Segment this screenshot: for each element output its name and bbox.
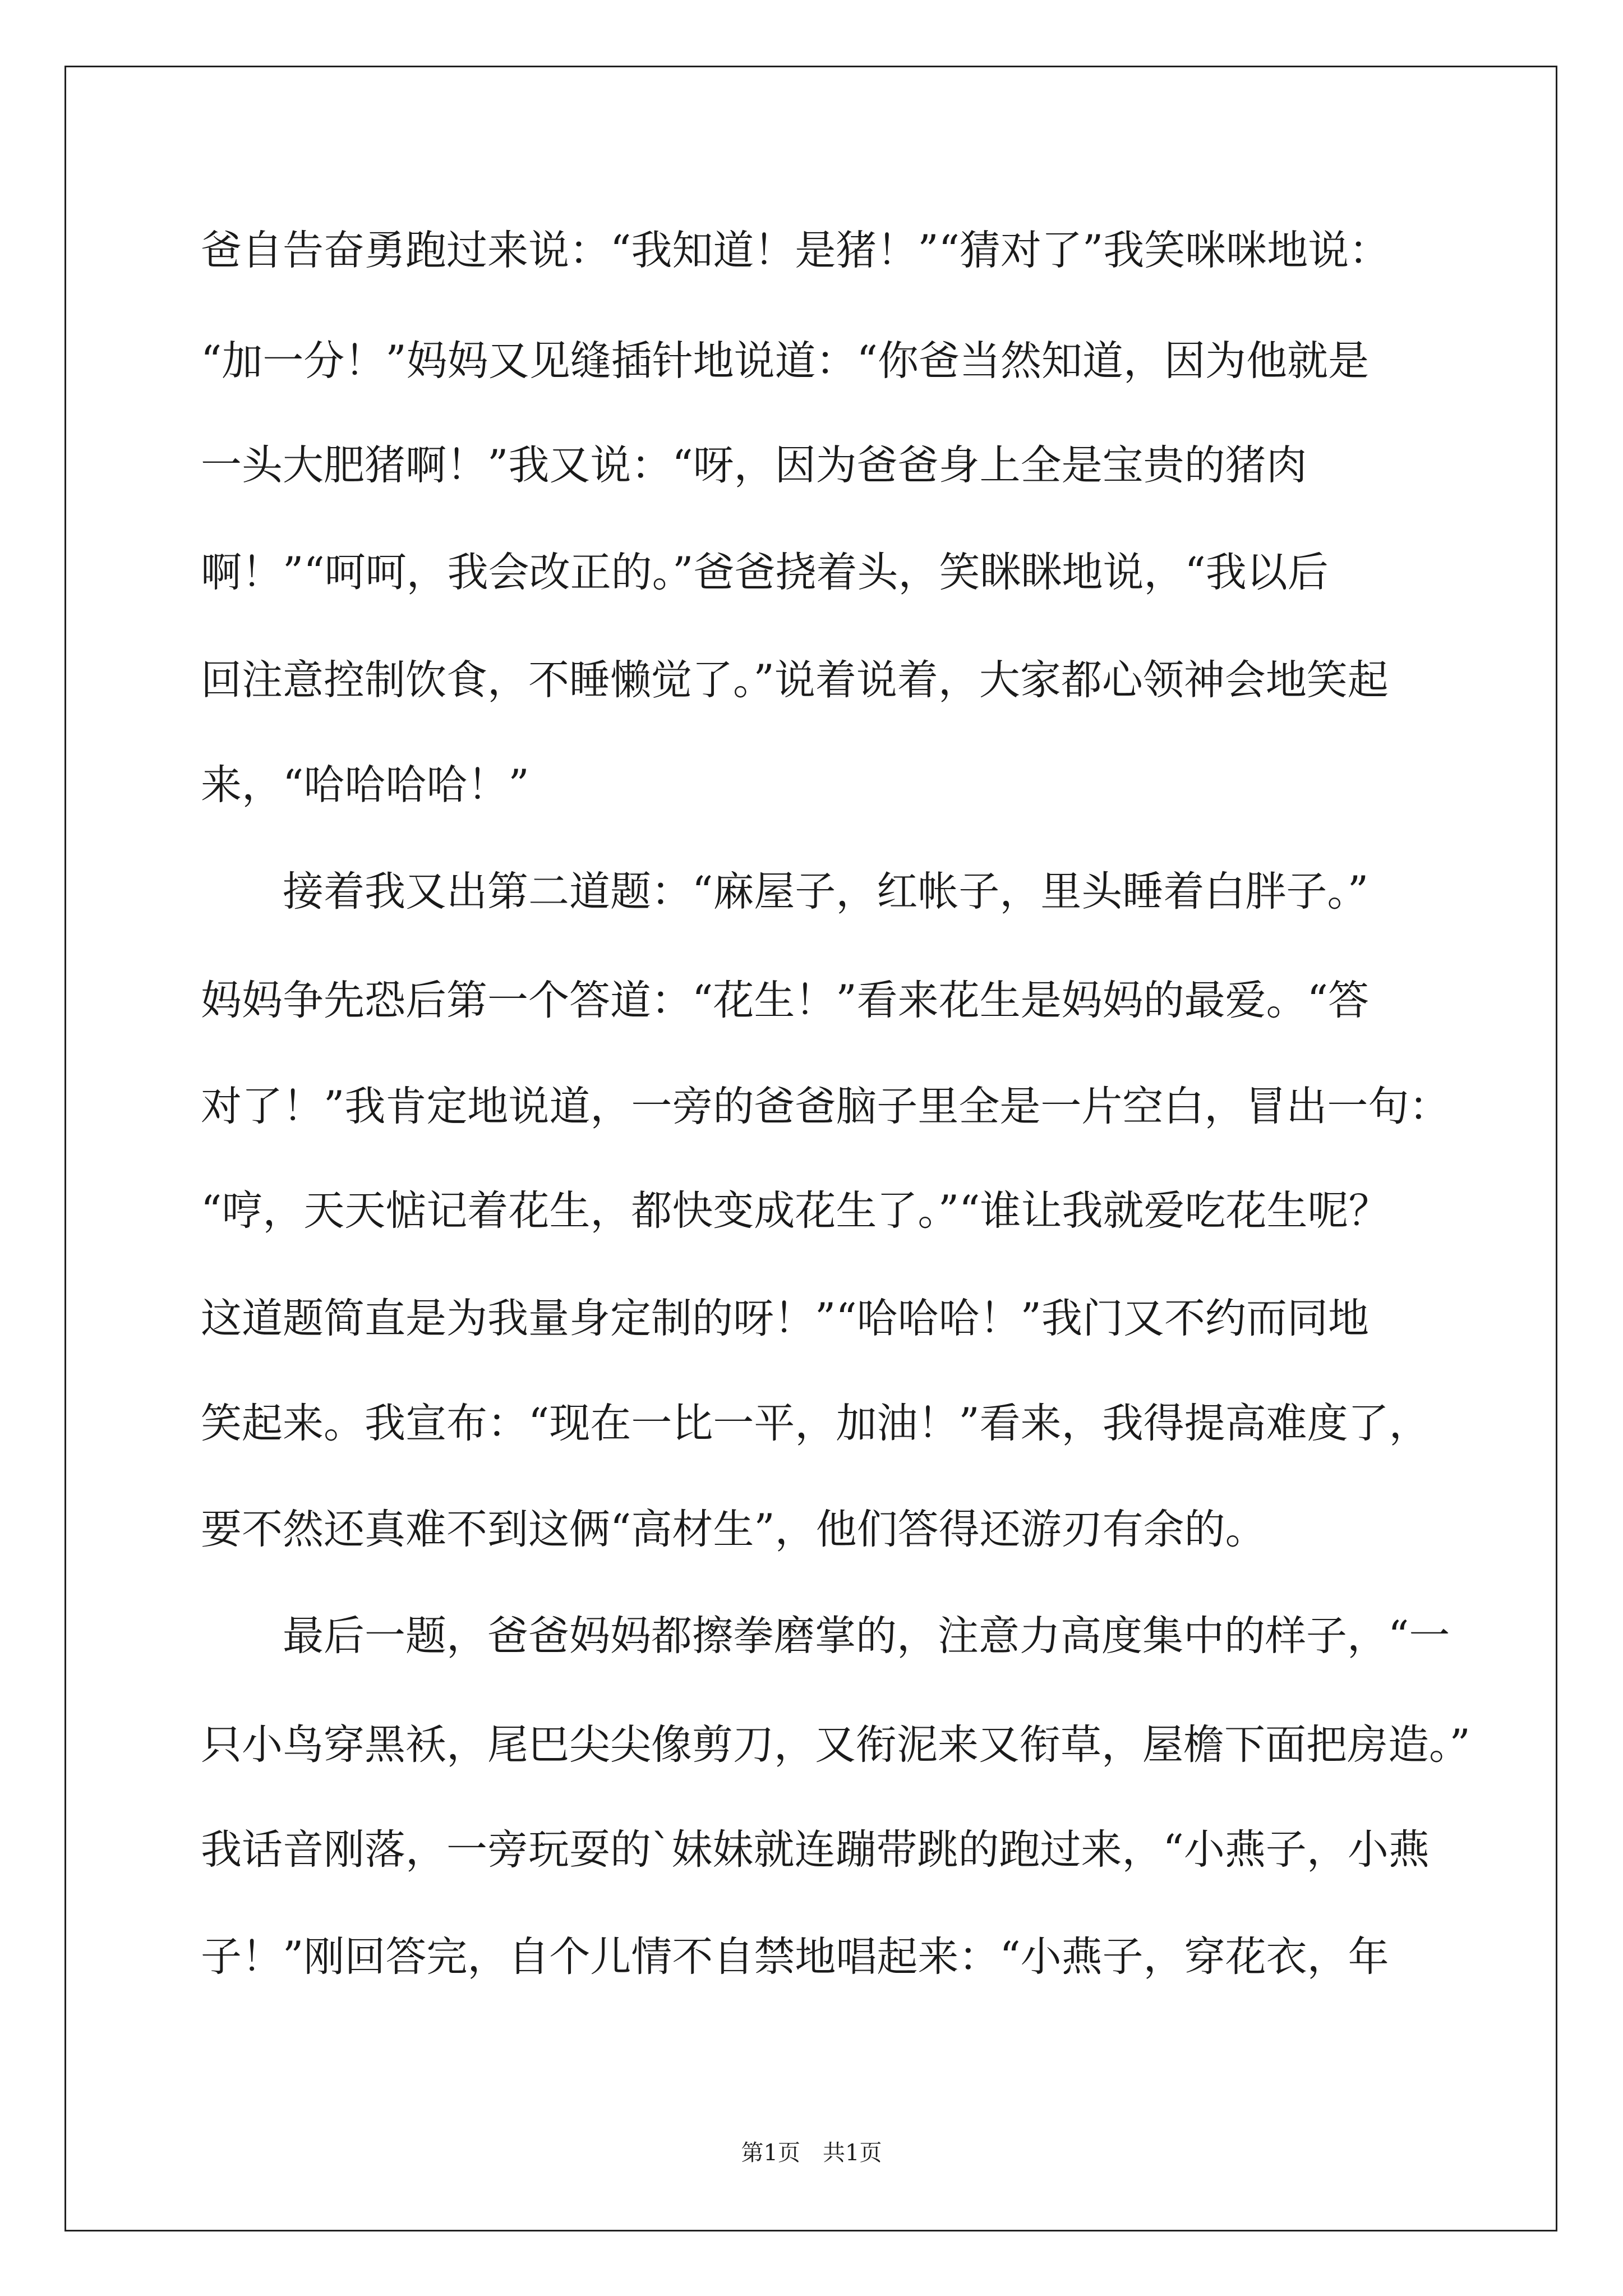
paragraph-line: 这道题简直是为我量身定制的呀！”“哈哈哈！”我门又不约而同地 — [201, 1295, 1369, 1342]
paragraph-line: 一头大肥猪啊！”我又说：“呀，因为爸爸身上全是宝贵的猪肉 — [201, 441, 1307, 489]
paragraph-line: 回注意控制饮食，不睡懒觉了。”说着说着，大家都心领神会地笑起 — [201, 656, 1389, 704]
paragraph-line: 妈妈争先恐后第一个答道：“花生！”看来花生是妈妈的最爱。“答 — [201, 977, 1369, 1024]
paragraph-line: 只小鸟穿黑袄，尾巴尖尖像剪刀，又衔泥来又衔草，屋檐下面把房造。” — [201, 1721, 1470, 1769]
page-number-footer: 第1页 共1页 — [741, 2140, 882, 2166]
paragraph-line: 笑起来。我宣布：“现在一比一平，加油！”看来，我得提高难度了， — [201, 1400, 1430, 1447]
paragraph-line: 来，“哈哈哈哈！” — [201, 761, 529, 809]
paragraph-line: “加一分！”妈妈又见缝插针地说道：“你爸当然知道，因为他就是 — [201, 337, 1369, 385]
paragraph-line: 啊！”“呵呵，我会改正的。”爸爸挠着头，笑眯眯地说，“我以后 — [201, 549, 1329, 596]
paragraph-line: 要不然还真难不到这俩“高材生”，他们答得还游刃有余的。 — [201, 1506, 1266, 1553]
paragraph-line: 对了！”我肯定地说道，一旁的爸爸脑子里全是一片空白，冒出一句： — [201, 1083, 1450, 1130]
paragraph-line: 我话音刚落，一旁玩耍的`妹妹就连蹦带跳的跑过来，“小燕子，小燕 — [201, 1826, 1430, 1874]
paragraph-line: 最后一题，爸爸妈妈都擦拳磨掌的，注意力高度集中的样子，“一 — [283, 1612, 1450, 1660]
paragraph-line: 子！”刚回答完，自个儿情不自禁地唱起来：“小燕子，穿花衣，年 — [201, 1933, 1389, 1981]
paragraph-line: “哼，天天惦记着花生，都快变成花生了。”“谁让我就爱吃花生呢？ — [201, 1187, 1390, 1235]
paragraph-line: 爸自告奋勇跑过来说：“我知道！是猪！”“猜对了”我笑咪咪地说： — [201, 227, 1390, 274]
paragraph-line: 接着我又出第二道题：“麻屋子，红帐子，里头睡着白胖子。” — [283, 868, 1369, 915]
